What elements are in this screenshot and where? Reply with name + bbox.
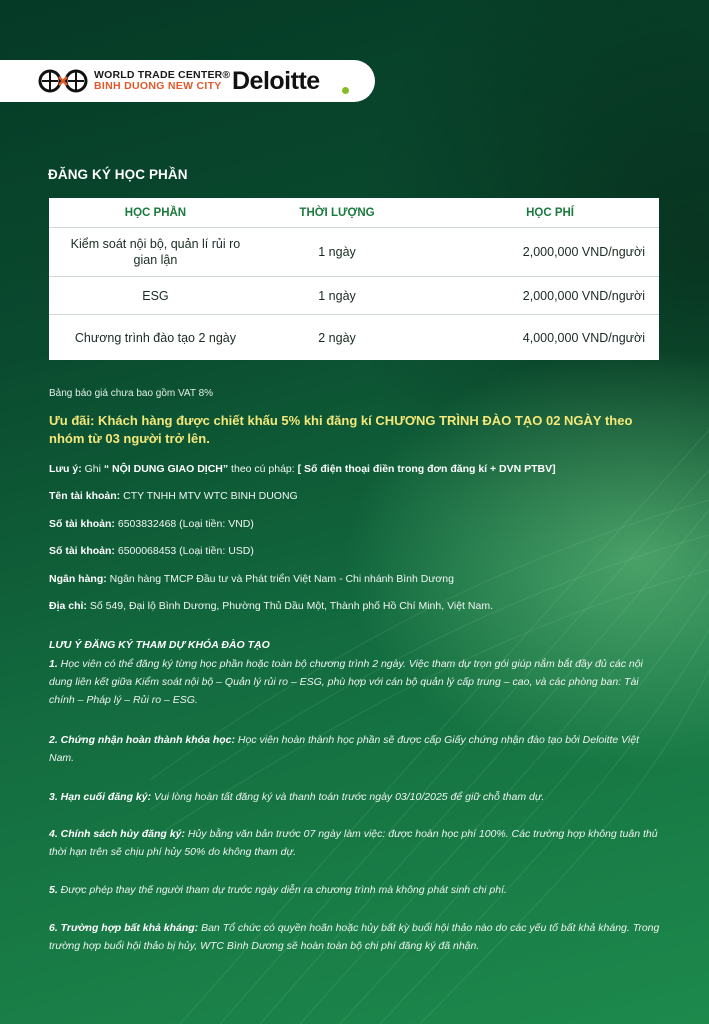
note-prefix: Ghi (81, 463, 104, 475)
account-usd-line (49, 545, 254, 557)
table-row (49, 315, 659, 360)
course-duration: 1 ngày (262, 228, 412, 277)
course-duration: 2 ngày (318, 330, 356, 345)
account-vnd-value: 6503832468 (Loại tiền: VND) (114, 518, 254, 530)
address-line (49, 600, 493, 612)
section-title: ĐĂNG KÝ HỌC PHẦN (48, 167, 188, 182)
registration-note-3 (49, 788, 664, 806)
course-duration: 1 ngày (262, 277, 412, 315)
header-fee: HỌC PHÍ (412, 198, 659, 228)
account-name-value: CTY TNHH MTV WTC BINH DUONG (120, 490, 298, 502)
note-item-text: Hủy bằng văn bản trước 07 ngày làm việc: được hoàn học phí 100%. Các trường hợp không tuân thủ thời hạn trên sẽ chịu phí hủy 50% do không tham dự. (49, 828, 658, 858)
course-fee: 2,000,000 VND/người (412, 277, 659, 315)
note-item-label: 2. Chứng nhận hoàn thành khóa học: (49, 734, 235, 746)
header-logo-bar (0, 60, 375, 102)
wtc-name: WORLD TRADE CENTER® (94, 69, 231, 81)
note-item-text: Ban Tổ chức có quyền hoãn hoặc hủy bất kỳ buổi hội thảo nào do các yếu tố bất khả kháng. Trong trường hợp buổi hội thảo bị hủy, WTC Bình Dương sẽ hoàn toàn bộ chi phí đăng ký đã nhận. (49, 922, 660, 952)
account-vnd-label: Số tài khoản: (49, 518, 115, 530)
vat-note: Bảng báo giá chưa bao gồm VAT 8% (49, 388, 214, 399)
note-item-text: Vui lòng hoàn tất đăng ký và thanh toán trước ngày 03/10/2025 để giữ chỗ tham dự. (151, 791, 545, 803)
table-header-row (49, 198, 659, 228)
bank-line (49, 573, 454, 585)
course-name: Kiểm soát nội bộ, quản lí rủi ro gian lận (70, 237, 241, 268)
account-name-label: Tên tài khoản: (49, 490, 121, 502)
deloitte-dot (342, 87, 349, 94)
account-usd-value: 6500068453 (Loại tiền: USD) (114, 545, 254, 557)
bank-value: Ngân hàng TMCP Đầu tư và Phát triển Việt Nam - Chi nhánh Bình Dương (106, 573, 454, 585)
note-mid: theo cú pháp: (228, 463, 298, 475)
note-item-text: Học viên hoàn thành học phần sẽ được cấp Giấy chứng nhận đào tạo bởi Deloitte Việt Nam. (49, 734, 640, 764)
note-item-label: 6. Trường hợp bất khả kháng: (49, 922, 199, 934)
account-name-line (49, 490, 298, 502)
account-usd-label: Số tài khoản: (49, 545, 115, 557)
note-item-label: 5. (49, 884, 58, 896)
note-content: “ NỘI DUNG GIAO DỊCH” (103, 463, 229, 475)
course-name: Chương trình đào tạo 2 ngày (74, 330, 237, 345)
bank-label: Ngân hàng: (49, 573, 107, 585)
fee-table (49, 198, 659, 360)
course-name: ESG (142, 288, 169, 303)
registration-note-5 (49, 881, 664, 899)
account-vnd-line (49, 518, 254, 530)
note-item-label: 4. Chính sách hủy đăng ký: (49, 828, 185, 840)
deloitte-logo: Deloitte (232, 67, 320, 95)
note-item-text: Được phép thay thế người tham dự trước ngày diễn ra chương trình mà không phát sinh chi phí. (57, 884, 507, 896)
table-row (49, 228, 659, 277)
wtc-subtitle: BINH DUONG NEW CITY (94, 80, 222, 92)
course-fee: 2,000,000 VND/người (412, 228, 659, 277)
address-value: Số 549, Đại lộ Bình Dương, Phường Thủ Dầu Một, Thành phố Hồ Chí Minh, Việt Nam. (86, 600, 493, 612)
wtc-wordmark (94, 70, 230, 92)
registration-note-6 (49, 919, 664, 955)
header-course: HỌC PHẦN (49, 198, 262, 228)
promo-text: Ưu đãi: Khách hàng được chiết khấu 5% khi đăng kí CHƯƠNG TRÌNH ĐÀO TẠO 02 NGÀY theo nhóm từ 03 người trở lên. (49, 413, 633, 446)
registration-note-4 (49, 825, 664, 861)
note-item-label: 3. Hạn cuối đăng ký: (49, 791, 152, 803)
note-syntax: [ Số điện thoại điền trong đơn đăng kí + DVN PTBV] (297, 463, 556, 475)
note-item-label: 1. (49, 658, 58, 670)
registration-note-1 (49, 655, 664, 709)
address-label: Địa chỉ: (49, 600, 87, 612)
wtc-globe-logo-icon (38, 69, 90, 93)
registration-note-2 (49, 731, 664, 767)
registration-notes-title: LƯU Ý ĐĂNG KÝ THAM DỰ KHÓA ĐÀO TẠO (49, 639, 270, 651)
payment-note (49, 463, 556, 475)
course-fee: 4,000,000 VND/người (522, 330, 645, 345)
table-row (49, 277, 659, 315)
note-item-text: Học viên có thể đăng ký từng học phần hoặc toàn bộ chương trình 2 ngày. Việc tham dự trọn gói giúp nắm bắt đầy đủ các nội dung liên kết giữa Kiểm soát nội bộ – Quản lý rủi ro – ESG, phù hợp với cán bộ quản lý cấp trung – cao, và các phòng ban: Tài chính – Pháp lý – Rủi ro – ESG. (49, 658, 643, 706)
header-duration: THỜI LƯỢNG (262, 198, 412, 228)
note-label: Lưu ý: (49, 463, 82, 475)
